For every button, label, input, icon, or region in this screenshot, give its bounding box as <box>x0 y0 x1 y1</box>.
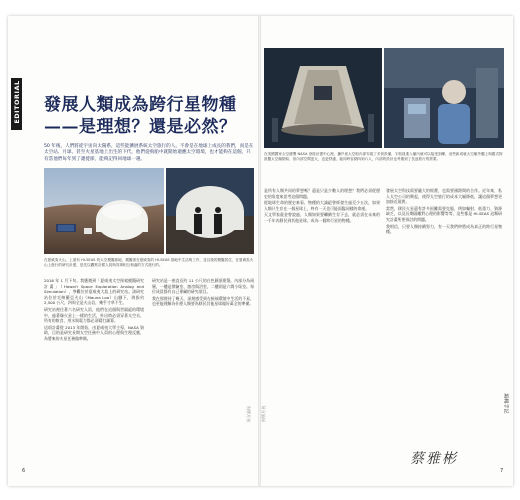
right-paragraph: 從地球生命的歷史來看，物種的大滅絕曾經發生過至少五次，如果人類只生存在一個星球上，終有一天也可能面臨同樣的命運。 <box>264 200 380 211</box>
right-page-number: 7 <box>500 468 504 474</box>
astronaut-training-photo <box>384 48 504 148</box>
left-body-column-1 <box>44 278 144 343</box>
title-line-1: 發展人類成為跨行星物種 <box>44 95 237 115</box>
left-paragraph: 研究站是一座直徑約 11 公尺的白色圓頂建築，內部分為兩層，一樓是實驗室、廚房與浴室，二樓則是六間小臥室。每位成員都有自己專屬的研究項目。 <box>152 278 254 295</box>
left-paragraph: 我在那裡待了幾天，深刻感受到在極端環境中生活的不易，也更能理解為什麼人類要為移民其他星球做好萬全的準備。 <box>152 295 254 307</box>
right-paragraph: 我相信，只要人類持續努力，有一天我們終將成為真正的跨行星物種。 <box>386 223 502 235</box>
left-page-number: 6 <box>22 468 26 474</box>
dome-night-image <box>166 168 254 254</box>
dome-landscape-image <box>44 168 164 254</box>
right-section-tab <box>502 384 510 424</box>
article-title <box>44 94 254 138</box>
astronaut-image <box>384 48 504 148</box>
right-section-label: 編輯手記 <box>502 393 509 414</box>
right-paragraph: 天文學家霍金曾說過，人類如果要繼續生存下去，就必須在未來的一千年內移民到其他星球，成為一個跨行星的物種。 <box>264 212 380 223</box>
hi-seas-interior-photo <box>166 168 254 254</box>
right-page <box>260 16 513 486</box>
left-photo-caption: 在夏威夷火山，上面有 HI-SEAS 的太空模擬基地，模擬著在夏威夷的 HI-SEAS 基地中生活與工作，並以後的模擬居住，在夏威夷火山上進行的研究計畫，是先以觀察各樣人員與同事相互相處的方式進行的。 <box>44 258 254 267</box>
section-tab <box>11 78 22 130</box>
left-paragraph: 這項計畫從 2013 年開始，由夏威夷大學主導，NASA 資助，目的是研究長期太空任務中人員的心理與生理反應，為將來的火星任務做準備。 <box>44 324 144 341</box>
right-paragraph: 當然，移民火星還有許多困難需要克服，例如輻射、低重力、資源缺乏，以及長期隔離對心理的影響等等，這些都是 HI-SEAS 這類研究計畫所要探討的問題。 <box>386 205 502 222</box>
right-paragraph: 發展太空科技需要龐大的經費，也需要國際間的合作。近年來，私人太空公司的興起，使得太空旅行的成本大幅降低，讓這個夢想更加接近現實。 <box>386 188 502 205</box>
hi-seas-dome-photo <box>44 168 164 254</box>
right-body-column-2 <box>386 188 502 236</box>
title-line-2: ——是理想？還是必然？ <box>44 117 237 137</box>
left-page <box>8 16 259 486</box>
right-body-column-1 <box>264 188 380 225</box>
left-paragraph: 研究站裡住著六名研究人員，他們在這個與世隔絕的環境中，過著像火星上一樣的生活，外出時必須穿著太空衣，所有的飲食、用水與電力都必須精打細算。 <box>44 306 144 324</box>
orion-capsule-image <box>264 48 382 148</box>
section-label: EDITORIAL <box>13 80 21 124</box>
left-folio: 科學月刊 <box>246 406 251 422</box>
left-paragraph: 2016 年 1 月下旬，我應邀到「夏威夷太空探索模擬研究計畫」（Hawai'i Space Exploration Analog and Simulation），參觀位於夏威夷大島上的研究站。該研究站位於毛納羅亞火山（Mauna Loa）山腳下，海拔約 2,500 公尺，四周全是火山岩，幾乎寸草不生。 <box>44 278 144 306</box>
left-body-column-2 <box>152 278 254 308</box>
right-paragraph: 是所有人類共同的夢想嗎？還是只是少數人的理想？我們必須從歷史的角度來思考這個問題。 <box>264 188 380 199</box>
right-photo-caption: 在美國國家太空總署 NASA 登陸計畫中心裡，獵戶座太空船內部安裝了多套設備，宇航員進入艙內就可以接受訓練，這些新成就太空艙外觀上與舊式阿波羅太空艙類似，但內部空間更大，也更舒適，能同時容納四到六人，內部的設計也考慮到了長途旅行的需要。 <box>264 152 503 161</box>
right-folio: 科學月刊 <box>261 406 266 422</box>
article-lede: 50 年後，人們將從宇宙向太陽系，這些能擴展系統太空旅行的人。不會是在地球上成長的我們，而是在太空站、月球、甚至火星基地上出生的下代，他們從飛船中就開始適應太空環境，也才能夠在這個，只有當他們每年到了遷徙節，能夠記得回地球一趟。 <box>44 144 254 162</box>
magazine-spread <box>8 16 513 486</box>
author-signature: 蔡雅彬 <box>410 451 458 467</box>
capsule-photo <box>264 48 382 148</box>
